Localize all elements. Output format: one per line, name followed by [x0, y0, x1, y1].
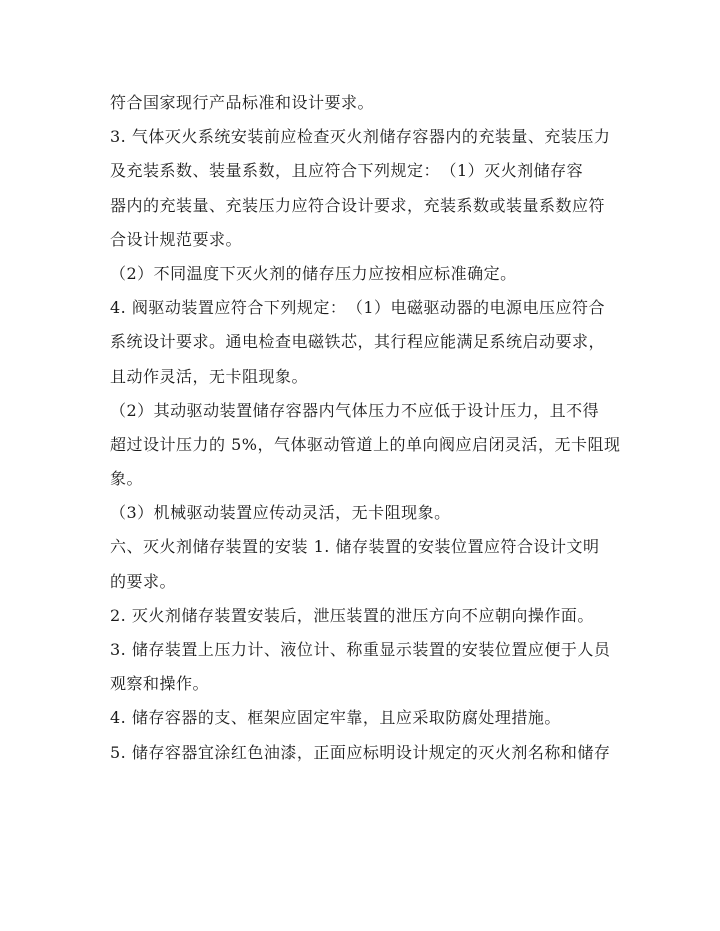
text-line: 器内的充装量、充装压力应符合设计要求，充装系数或装量系数应符	[110, 195, 606, 215]
document-body	[110, 86, 621, 770]
text-line: 及充装系数、装量系数，且应符合下列规定： （1）灭火剂储存容	[110, 161, 584, 181]
text-line: 的要求。	[110, 571, 177, 591]
text-line: 六、灭火剂储存装置的安装 1. 储存装置的安装位置应符合设计文明	[110, 537, 600, 557]
text-line: （2）其动驱动装置储存容器内气体压力不应低于设计压力，且不得	[110, 400, 600, 420]
text-line: 合设计规范要求。	[110, 229, 243, 249]
text-line: （2）不同温度下灭火剂的储存压力应按相应标准确定。	[110, 263, 517, 283]
text-line: 超过设计压力的 5%，气体驱动管道上的单向阀应启闭灵活，无卡阻现	[110, 434, 621, 454]
text-line: 观察和操作。	[110, 674, 210, 694]
text-line: 3. 气体灭火系统安装前应检查灭火剂储存容器内的充装量、充装压力	[110, 127, 611, 147]
text-line: 符合国家现行产品标准和设计要求。	[110, 93, 375, 112]
text-line: 且动作灵活，无卡阻现象。	[110, 366, 309, 386]
text-line: （3）机械驱动装置应传动灵活，无卡阻现象。	[110, 503, 451, 523]
text-line: 象。	[110, 469, 144, 489]
text-line: 4. 储存容器的支、框架应固定牢靠，且应采取防腐处理措施。	[110, 708, 561, 728]
text-line: 4. 阀驱动装置应符合下列规定： （1）电磁驱动器的电源电压应符合	[110, 298, 606, 318]
text-line: 系统设计要求。通电检查电磁铁芯，其行程应能满足系统启动要求，	[110, 332, 606, 352]
text-line: 5. 储存容器宜涂红色油漆，正面应标明设计规定的灭火剂名称和储存	[110, 742, 611, 762]
text-line: 3. 储存装置上压力计、液位计、称重显示装置的安装位置应便于人员	[110, 640, 611, 659]
text-line: 2. 灭火剂储存装置安装后，泄压装置的泄压方向不应朝向操作面。	[110, 605, 594, 625]
